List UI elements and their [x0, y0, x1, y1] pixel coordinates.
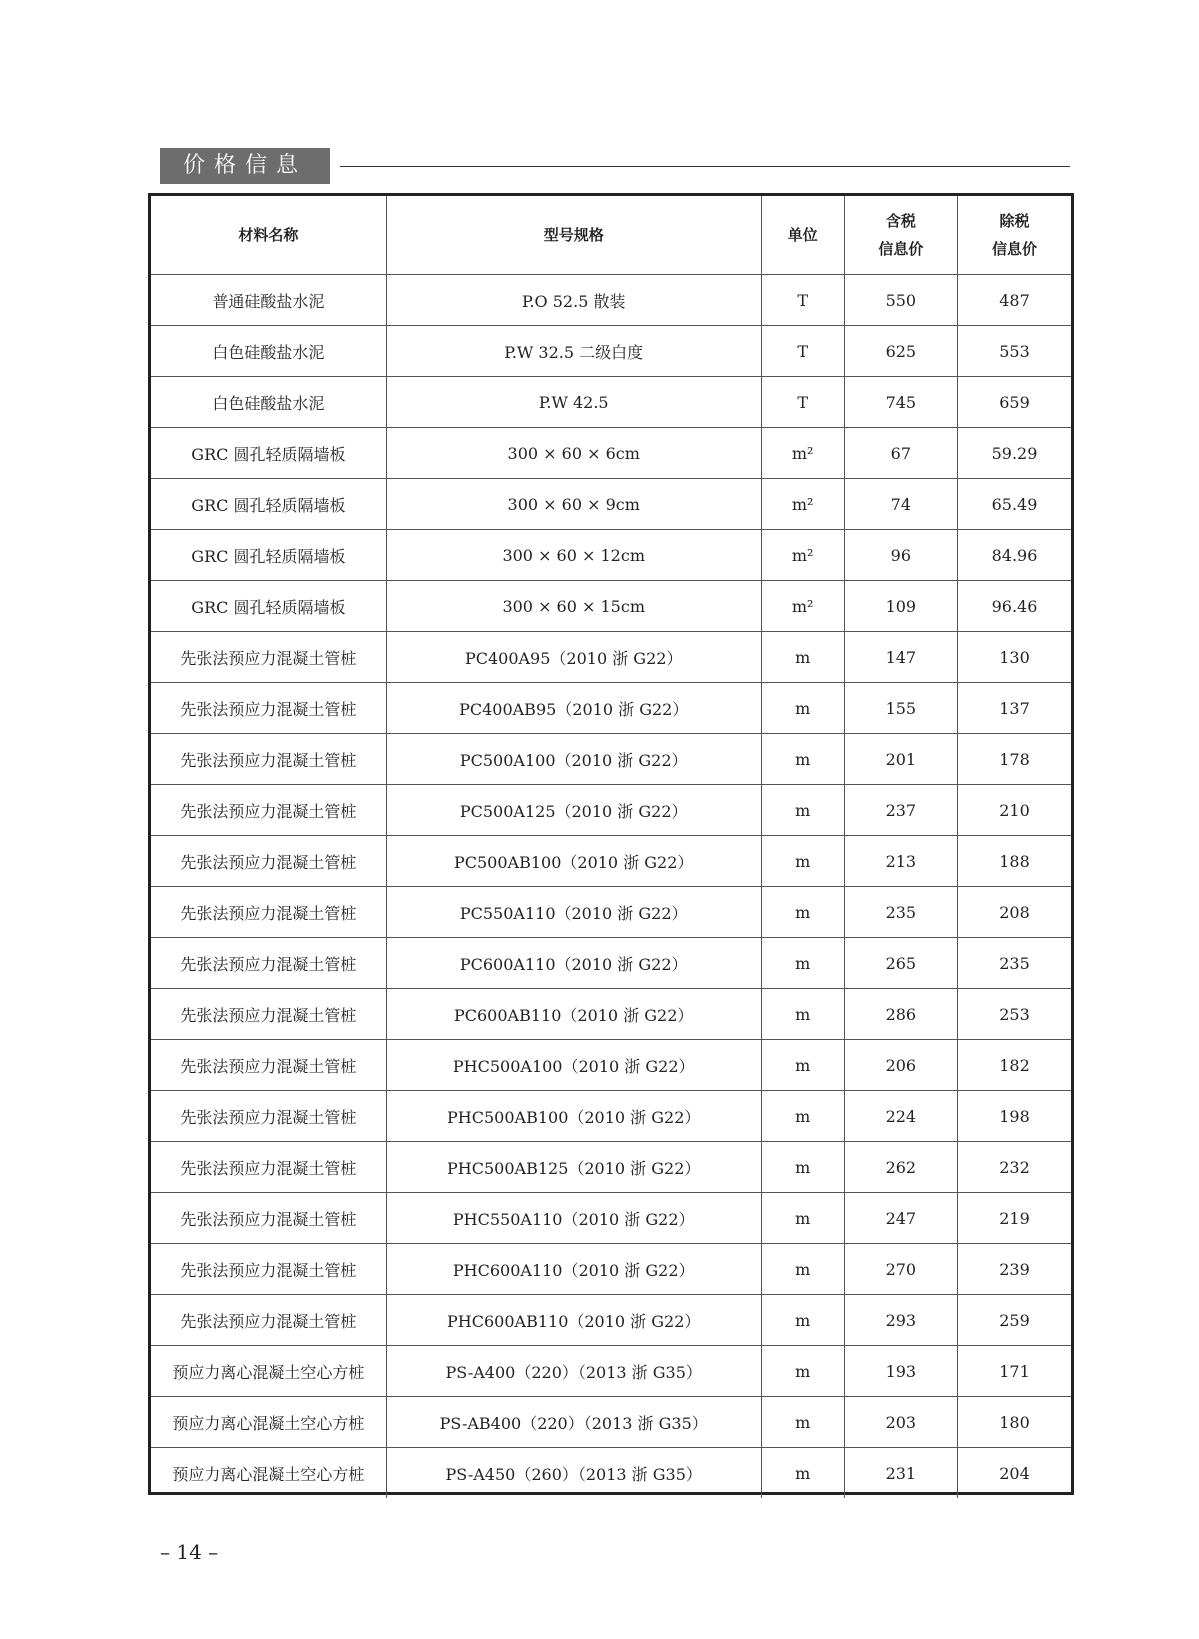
- cell-price-with-tax: 201: [844, 734, 957, 785]
- cell-unit: m: [761, 1295, 844, 1346]
- cell-unit: m: [761, 938, 844, 989]
- page-number: – 14 –: [160, 1540, 219, 1564]
- cell-material-name: 先张法预应力混凝土管桩: [151, 938, 386, 989]
- cell-spec: PS-A450（260）（2013 浙 G35）: [386, 1448, 761, 1499]
- cell-spec: PHC600AB110（2010 浙 G22）: [386, 1295, 761, 1346]
- cell-price-with-tax: 67: [844, 428, 957, 479]
- table-row: [151, 1346, 1071, 1397]
- table-body: [151, 275, 1071, 1499]
- cell-price-without-tax: 65.49: [958, 479, 1071, 530]
- table-row: [151, 989, 1071, 1040]
- cell-material-name: 预应力离心混凝土空心方桩: [151, 1448, 386, 1499]
- table-row: [151, 275, 1071, 326]
- cell-material-name: 普通硅酸盐水泥: [151, 275, 386, 326]
- cell-price-with-tax: 231: [844, 1448, 957, 1499]
- cell-material-name: 白色硅酸盐水泥: [151, 377, 386, 428]
- cell-unit: m: [761, 887, 844, 938]
- cell-material-name: 预应力离心混凝土空心方桩: [151, 1346, 386, 1397]
- cell-unit: m²: [761, 479, 844, 530]
- cell-spec: P.W 42.5: [386, 377, 761, 428]
- cell-price-without-tax: 487: [958, 275, 1071, 326]
- cell-material-name: GRC 圆孔轻质隔墙板: [151, 428, 386, 479]
- cell-price-with-tax: 293: [844, 1295, 957, 1346]
- cell-price-with-tax: 109: [844, 581, 957, 632]
- table-row: [151, 1091, 1071, 1142]
- cell-unit: m: [761, 836, 844, 887]
- cell-material-name: 先张法预应力混凝土管桩: [151, 1244, 386, 1295]
- cell-unit: m: [761, 683, 844, 734]
- table-row: [151, 1193, 1071, 1244]
- table-row: [151, 1397, 1071, 1448]
- cell-unit: m²: [761, 428, 844, 479]
- header-unit: 单位: [761, 196, 844, 275]
- cell-price-without-tax: 198: [958, 1091, 1071, 1142]
- cell-spec: PS-A400（220）（2013 浙 G35）: [386, 1346, 761, 1397]
- cell-price-without-tax: 232: [958, 1142, 1071, 1193]
- cell-unit: m: [761, 632, 844, 683]
- cell-price-without-tax: 59.29: [958, 428, 1071, 479]
- cell-spec: PHC600A110（2010 浙 G22）: [386, 1244, 761, 1295]
- table-row: [151, 479, 1071, 530]
- header-spec: 型号规格: [386, 196, 761, 275]
- cell-price-with-tax: 206: [844, 1040, 957, 1091]
- price-table-frame: [148, 193, 1074, 1495]
- cell-price-with-tax: 550: [844, 275, 957, 326]
- cell-spec: PC500A100（2010 浙 G22）: [386, 734, 761, 785]
- header-price-without-tax: 除税 信息价: [958, 196, 1071, 275]
- cell-unit: m: [761, 1040, 844, 1091]
- cell-material-name: 先张法预应力混凝土管桩: [151, 1295, 386, 1346]
- cell-price-without-tax: 659: [958, 377, 1071, 428]
- table-row: [151, 581, 1071, 632]
- cell-material-name: 先张法预应力混凝土管桩: [151, 632, 386, 683]
- cell-material-name: GRC 圆孔轻质隔墙板: [151, 581, 386, 632]
- cell-price-with-tax: 237: [844, 785, 957, 836]
- cell-spec: PC400A95（2010 浙 G22）: [386, 632, 761, 683]
- cell-price-without-tax: 182: [958, 1040, 1071, 1091]
- cell-price-without-tax: 210: [958, 785, 1071, 836]
- cell-spec: PHC500AB125（2010 浙 G22）: [386, 1142, 761, 1193]
- cell-unit: m²: [761, 530, 844, 581]
- cell-spec: 300 × 60 × 12cm: [386, 530, 761, 581]
- cell-unit: T: [761, 377, 844, 428]
- cell-price-without-tax: 84.96: [958, 530, 1071, 581]
- cell-unit: m: [761, 1397, 844, 1448]
- cell-material-name: GRC 圆孔轻质隔墙板: [151, 530, 386, 581]
- cell-price-with-tax: 213: [844, 836, 957, 887]
- cell-spec: PS-AB400（220）（2013 浙 G35）: [386, 1397, 761, 1448]
- table-row: [151, 377, 1071, 428]
- cell-material-name: 先张法预应力混凝土管桩: [151, 887, 386, 938]
- cell-price-without-tax: 553: [958, 326, 1071, 377]
- cell-spec: PC500A125（2010 浙 G22）: [386, 785, 761, 836]
- cell-price-without-tax: 253: [958, 989, 1071, 1040]
- cell-price-without-tax: 219: [958, 1193, 1071, 1244]
- table-row: [151, 1142, 1071, 1193]
- cell-spec: PC500AB100（2010 浙 G22）: [386, 836, 761, 887]
- cell-price-without-tax: 235: [958, 938, 1071, 989]
- cell-price-without-tax: 178: [958, 734, 1071, 785]
- cell-material-name: GRC 圆孔轻质隔墙板: [151, 479, 386, 530]
- cell-unit: m²: [761, 581, 844, 632]
- table-row: [151, 326, 1071, 377]
- table-row: [151, 1448, 1071, 1499]
- cell-material-name: 先张法预应力混凝土管桩: [151, 1193, 386, 1244]
- cell-unit: m: [761, 1346, 844, 1397]
- cell-price-without-tax: 208: [958, 887, 1071, 938]
- cell-price-with-tax: 203: [844, 1397, 957, 1448]
- cell-material-name: 先张法预应力混凝土管桩: [151, 1142, 386, 1193]
- header-material-name: 材料名称: [151, 196, 386, 275]
- header-price-with-tax: 含税 信息价: [844, 196, 957, 275]
- cell-material-name: 先张法预应力混凝土管桩: [151, 683, 386, 734]
- cell-material-name: 先张法预应力混凝土管桩: [151, 836, 386, 887]
- cell-price-with-tax: 147: [844, 632, 957, 683]
- table-row: [151, 734, 1071, 785]
- cell-price-without-tax: 137: [958, 683, 1071, 734]
- cell-material-name: 先张法预应力混凝土管桩: [151, 734, 386, 785]
- cell-price-with-tax: 262: [844, 1142, 957, 1193]
- table-row: [151, 836, 1071, 887]
- cell-material-name: 白色硅酸盐水泥: [151, 326, 386, 377]
- cell-spec: PC600A110（2010 浙 G22）: [386, 938, 761, 989]
- cell-unit: m: [761, 1448, 844, 1499]
- section-divider: [340, 166, 1070, 167]
- table-row: [151, 938, 1071, 989]
- section-header: [160, 148, 1070, 184]
- cell-unit: m: [761, 785, 844, 836]
- cell-unit: T: [761, 275, 844, 326]
- cell-price-with-tax: 96: [844, 530, 957, 581]
- cell-price-with-tax: 745: [844, 377, 957, 428]
- cell-price-with-tax: 193: [844, 1346, 957, 1397]
- cell-material-name: 先张法预应力混凝土管桩: [151, 785, 386, 836]
- table-header-row: [151, 196, 1071, 275]
- cell-price-without-tax: 130: [958, 632, 1071, 683]
- cell-spec: PHC550A110（2010 浙 G22）: [386, 1193, 761, 1244]
- cell-unit: m: [761, 734, 844, 785]
- cell-price-without-tax: 204: [958, 1448, 1071, 1499]
- cell-unit: m: [761, 1142, 844, 1193]
- cell-material-name: 预应力离心混凝土空心方桩: [151, 1397, 386, 1448]
- cell-spec: P.O 52.5 散装: [386, 275, 761, 326]
- table-row: [151, 887, 1071, 938]
- table-row: [151, 530, 1071, 581]
- cell-price-with-tax: 235: [844, 887, 957, 938]
- table-row: [151, 683, 1071, 734]
- cell-spec: PC550A110（2010 浙 G22）: [386, 887, 761, 938]
- cell-price-without-tax: 180: [958, 1397, 1071, 1448]
- cell-price-with-tax: 155: [844, 683, 957, 734]
- table-row: [151, 1295, 1071, 1346]
- table-row: [151, 1040, 1071, 1091]
- cell-spec: 300 × 60 × 15cm: [386, 581, 761, 632]
- cell-material-name: 先张法预应力混凝土管桩: [151, 1091, 386, 1142]
- cell-unit: T: [761, 326, 844, 377]
- cell-price-with-tax: 286: [844, 989, 957, 1040]
- cell-price-without-tax: 96.46: [958, 581, 1071, 632]
- cell-unit: m: [761, 1244, 844, 1295]
- cell-spec: PC600AB110（2010 浙 G22）: [386, 989, 761, 1040]
- cell-material-name: 先张法预应力混凝土管桩: [151, 1040, 386, 1091]
- cell-unit: m: [761, 1193, 844, 1244]
- table-row: [151, 1244, 1071, 1295]
- cell-price-without-tax: 171: [958, 1346, 1071, 1397]
- cell-spec: PC400AB95（2010 浙 G22）: [386, 683, 761, 734]
- cell-spec: PHC500AB100（2010 浙 G22）: [386, 1091, 761, 1142]
- cell-price-with-tax: 224: [844, 1091, 957, 1142]
- cell-price-with-tax: 625: [844, 326, 957, 377]
- table-row: [151, 785, 1071, 836]
- cell-spec: 300 × 60 × 9cm: [386, 479, 761, 530]
- cell-price-without-tax: 239: [958, 1244, 1071, 1295]
- cell-spec: P.W 32.5 二级白度: [386, 326, 761, 377]
- cell-price-with-tax: 270: [844, 1244, 957, 1295]
- cell-spec: 300 × 60 × 6cm: [386, 428, 761, 479]
- price-table: [151, 196, 1071, 1498]
- cell-unit: m: [761, 989, 844, 1040]
- cell-price-with-tax: 74: [844, 479, 957, 530]
- cell-price-with-tax: 265: [844, 938, 957, 989]
- cell-price-without-tax: 188: [958, 836, 1071, 887]
- cell-price-with-tax: 247: [844, 1193, 957, 1244]
- cell-spec: PHC500A100（2010 浙 G22）: [386, 1040, 761, 1091]
- section-title: 价格信息: [160, 148, 330, 184]
- table-row: [151, 428, 1071, 479]
- cell-price-without-tax: 259: [958, 1295, 1071, 1346]
- table-row: [151, 632, 1071, 683]
- cell-unit: m: [761, 1091, 844, 1142]
- cell-material-name: 先张法预应力混凝土管桩: [151, 989, 386, 1040]
